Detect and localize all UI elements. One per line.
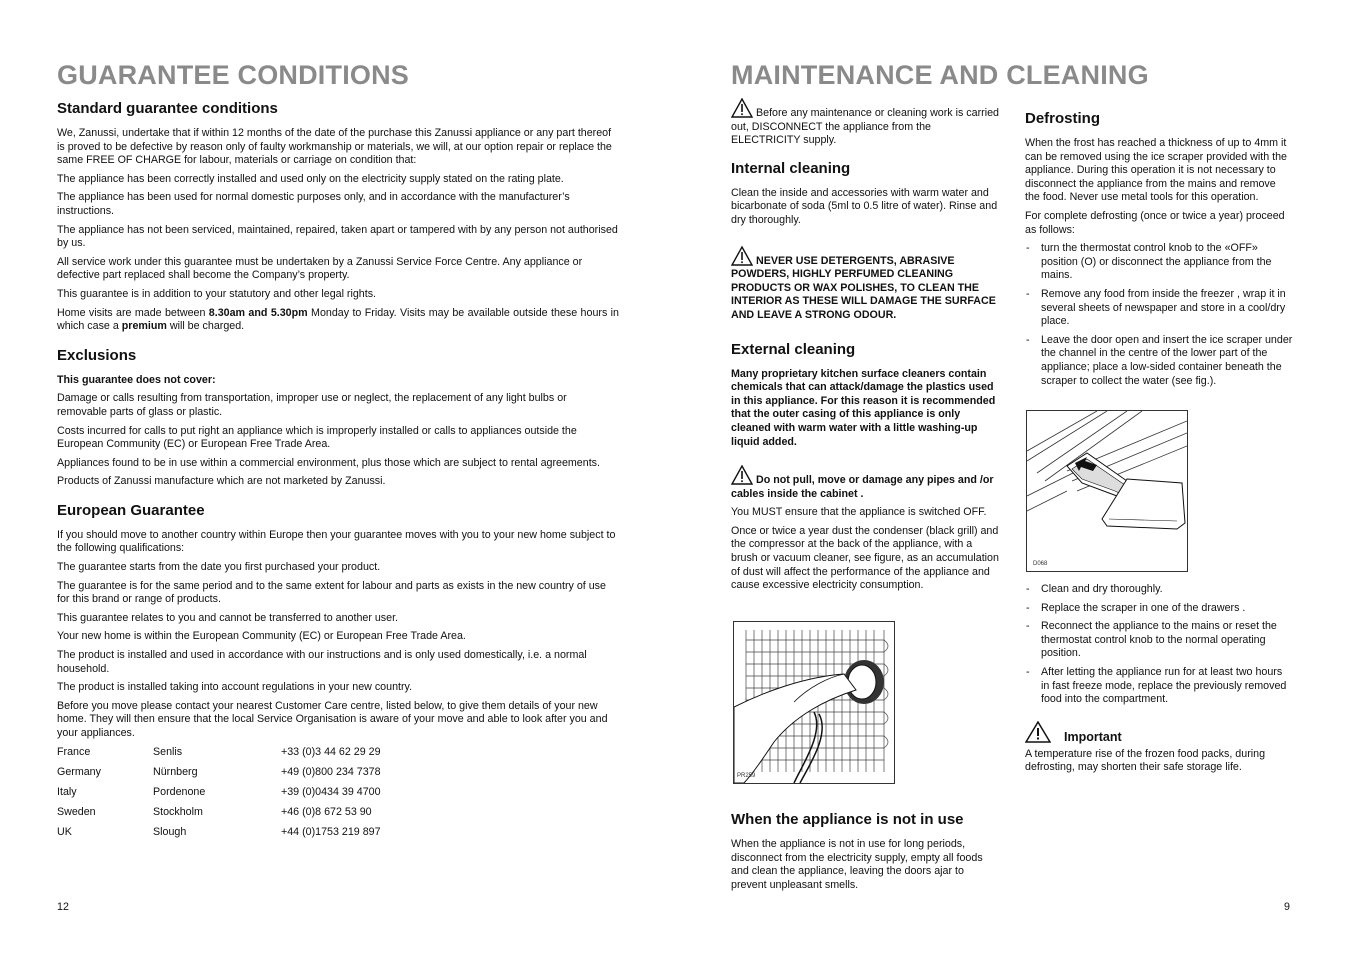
list-item: - After letting the appliance run for at least two hours in fast freeze mode, replace the previously removed food into the compartment. — [1025, 666, 1293, 707]
european-p7: The product is installed taking into account regulations in your new country. — [57, 681, 413, 694]
defrosting-p1: When the frost has reached a thickness of up to 4mm it can be removed using the ice scraper provided with the appliance. During this operation it is not necessary to disconnect the appliance from the mains and remove the food. Never use metal tools for this operation. — [1025, 137, 1287, 204]
table-row — [57, 786, 381, 806]
maintenance-title: MAINTENANCE AND CLEANING — [731, 60, 1149, 90]
scraper-figure-label: D068 — [1033, 561, 1048, 567]
european-p5: Your new home is within the European Community (EC) or European Free Trade Area. — [57, 630, 466, 643]
visit-hours: 8.30am and 5.30pm — [208, 306, 308, 319]
city-cell: Pordenone — [153, 785, 206, 798]
list-item: - Remove any food from inside the freezer , wrap it in several sheets of newspaper and store in a cool/dry place. — [1025, 288, 1293, 329]
standard-p1: We, Zanussi, undertake that if within 12 months of the date of the purchase this Zanussi appliance or any part thereof is proved to be defective by reason only of faulty workmanship or materials, we will, at our option repair or replace the same FREE OF CHARGE for labour, materials or carriage on condition that: — [57, 127, 612, 167]
contacts-table — [57, 746, 381, 846]
guarantee-column — [57, 100, 619, 846]
external-p3: Once or twice a year dust the condenser (black grill) and the compressor at the back of the appliance, with a brush or vacuum cleaner, see figure, as an accumulation of dust will affect the performance of the appliance and cause excessive electricity consumption. — [731, 524, 999, 592]
important-heading-row — [1025, 721, 1293, 744]
not-in-use-section — [731, 811, 999, 892]
defrosting-steps-2 — [1025, 583, 1293, 707]
phone-cell: +44 (0)1753 219 897 — [281, 825, 381, 838]
list-item: - Replace the scraper in one of the drawers . — [1025, 602, 1293, 616]
country-cell: Sweden — [57, 805, 96, 818]
table-row — [57, 826, 381, 846]
standard-p3: The appliance has been used for normal domestic purposes only, and in accordance with the manufacturer’s instructions. — [57, 191, 570, 217]
city-cell: Senlis — [153, 745, 183, 758]
table-row — [57, 766, 381, 786]
right-page-title — [731, 60, 1149, 91]
list-item: - turn the thermostat control knob to the «OFF» position (O) or disconnect the appliance from the mains. — [1025, 242, 1293, 283]
standard-p5: All service work under this guarantee must be undertaken by a Zanussi Service Force Centre. Any appliance or defective part replaced shall become the Company’s property. — [57, 255, 583, 282]
external-p2: You MUST ensure that the appliance is switched OFF. — [731, 506, 987, 519]
country-cell: France — [57, 745, 91, 758]
left-page-title — [57, 60, 409, 91]
warning-icon — [731, 246, 753, 266]
country-cell: Italy — [57, 785, 77, 798]
defrosting-p2: For complete defrosting (once or twice a year) proceed as follows: — [1025, 209, 1285, 236]
phone-cell: +49 (0)800 234 7378 — [281, 765, 381, 778]
warning-icon — [731, 465, 753, 485]
country-cell: UK — [57, 825, 72, 838]
defrosting-column — [1025, 110, 1293, 388]
standard-p7 — [57, 307, 619, 334]
exclusions-p4: Products of Zanussi manufacture which are not marketed by Zanussi. — [57, 475, 386, 488]
premium-word: premium — [121, 320, 167, 333]
exclusions-p3: Appliances found to be in use within a commercial environment, plus those which are subject to rental agreements. — [57, 456, 600, 469]
standard-p6: This guarantee is in addition to your statutory and other legal rights. — [57, 287, 377, 300]
city-cell: Stockholm — [153, 805, 203, 818]
scraper-figure — [1026, 410, 1188, 572]
standard-heading: Standard guarantee conditions — [57, 100, 278, 117]
list-item: - Clean and dry thoroughly. — [1025, 583, 1293, 597]
important-block — [1025, 721, 1293, 775]
scraper-illustration — [1027, 411, 1187, 571]
phone-cell: +33 (0)3 44 62 29 29 — [281, 745, 381, 758]
left-page-number: 12 — [57, 901, 69, 913]
defrosting-steps-1 — [1025, 242, 1293, 388]
table-row — [57, 806, 381, 826]
internal-warning — [731, 246, 999, 323]
standard-p2: The appliance has been correctly installed and used only on the electricity supply stated on the rating plate. — [57, 172, 564, 185]
condenser-figure-label: PR259 — [737, 773, 756, 779]
intro-warning — [731, 98, 999, 148]
exclusions-sub: This guarantee does not cover: — [57, 373, 216, 386]
guarantee-title: GUARANTEE CONDITIONS — [57, 60, 410, 90]
important-heading: Important — [1064, 729, 1122, 744]
external-warning — [731, 465, 999, 501]
p7-text-a: Home visits are made between — [57, 306, 209, 319]
exclusions-p1: Damage or calls resulting from transportation, improper use or neglect, the replacement of any light bulbs or removable parts of glass or plastic. — [57, 392, 567, 418]
phone-cell: +39 (0)0434 39 4700 — [281, 785, 381, 798]
defrosting-heading: Defrosting — [1025, 110, 1100, 127]
external-heading: External cleaning — [731, 340, 856, 358]
european-p6: The product is installed and used in accordance with our instructions and is only used domestically, i.e. a normal household. — [57, 649, 587, 675]
european-p3: The guarantee is for the same period and to the same extent for labour and parts as exists in the new country of use for this brand or range of products. — [57, 579, 606, 606]
intro-text: Before any maintenance or cleaning work is carried out, DISCONNECT the appliance from the ELECTRICITY supply. — [731, 107, 999, 147]
table-row — [57, 746, 381, 766]
condenser-illustration — [734, 622, 894, 783]
country-cell: Germany — [57, 765, 101, 778]
internal-heading: Internal cleaning — [731, 159, 851, 177]
warning-icon — [1025, 721, 1051, 743]
exclusions-heading: Exclusions — [57, 346, 137, 364]
european-p4: This guarantee relates to you and cannot be transferred to another user. — [57, 611, 399, 624]
city-cell: Slough — [153, 825, 187, 838]
european-p1: If you should move to another country within Europe then your guarantee moves with you to your new home subject to the following qualifications: — [57, 528, 616, 555]
external-p1: Many proprietary kitchen surface cleaners contain chemicals that can attack/damage the plastics used in this appliance. For this reason it is recommended that the outer casing of this appliance is only cleaned with warm water with a little washing-up liquid added. — [731, 367, 996, 448]
european-p2: The guarantee starts from the date you first purchased your product. — [57, 561, 381, 574]
defrosting-continued — [1025, 583, 1293, 775]
internal-p1: Clean the inside and accessories with warm water and bicarbonate of soda (5ml to 0.5 litre of water). Rinse and dry thoroughly. — [731, 186, 998, 226]
right-page-number: 9 — [1284, 901, 1290, 913]
list-item: - Reconnect the appliance to the mains or reset the thermostat control knob to the normal operating position. — [1025, 620, 1293, 661]
condenser-figure — [733, 621, 895, 784]
not-in-use-heading: When the appliance is not in use — [731, 811, 964, 828]
warning-icon — [731, 98, 753, 118]
internal-warning-text: NEVER USE DETERGENTS, ABRASIVE POWDERS, HIGHLY PERFUMED CLEANING PRODUCTS OR WAX POLISHES, TO CLEAN THE INTERIOR AS THESE WILL DAMAGE THE SURFACE AND LEAVE A STRONG ODOUR. — [731, 254, 996, 321]
maintenance-column — [731, 98, 999, 593]
european-p8: Before you move please contact your nearest Customer Care centre, listed below, to give them details of your new home. They will then ensure that the local Service Organisation is aware of your move and able to look after you and your appliances. — [57, 699, 608, 739]
european-heading: European Guarantee — [57, 501, 205, 519]
phone-cell: +46 (0)8 672 53 90 — [281, 805, 372, 818]
standard-p4: The appliance has not been serviced, maintained, repaired, taken apart or tampered with by any person not authorised by us. — [57, 223, 618, 250]
not-in-use-p1: When the appliance is not in use for long periods, disconnect from the electricity supply, empty all foods and clean the appliance, leaving the doors ajar to prevent unpleasant smells. — [731, 838, 983, 891]
exclusions-p2: Costs incurred for calls to put right an appliance which is improperly installed or calls to appliances outside the European Community (EC) or European Free Trade Area. — [57, 424, 577, 451]
important-text: A temperature rise of the frozen food packs, during defrosting, may shorten their safe storage life. — [1025, 747, 1266, 774]
p7-text-c: Monday to Friday. Visits may be available outside these hours in which case a — [57, 306, 619, 333]
external-warning-text: Do not pull, move or damage any pipes and /or cables inside the cabinet . — [731, 474, 994, 500]
city-cell: Nürnberg — [153, 765, 198, 778]
p7-text-e: will be charged. — [166, 320, 245, 333]
list-item: - Leave the door open and insert the ice scraper under the channel in the centre of the lower part of the appliance; place a low-sided container beneath the scraper to collect the water (see fig.). — [1025, 334, 1293, 388]
